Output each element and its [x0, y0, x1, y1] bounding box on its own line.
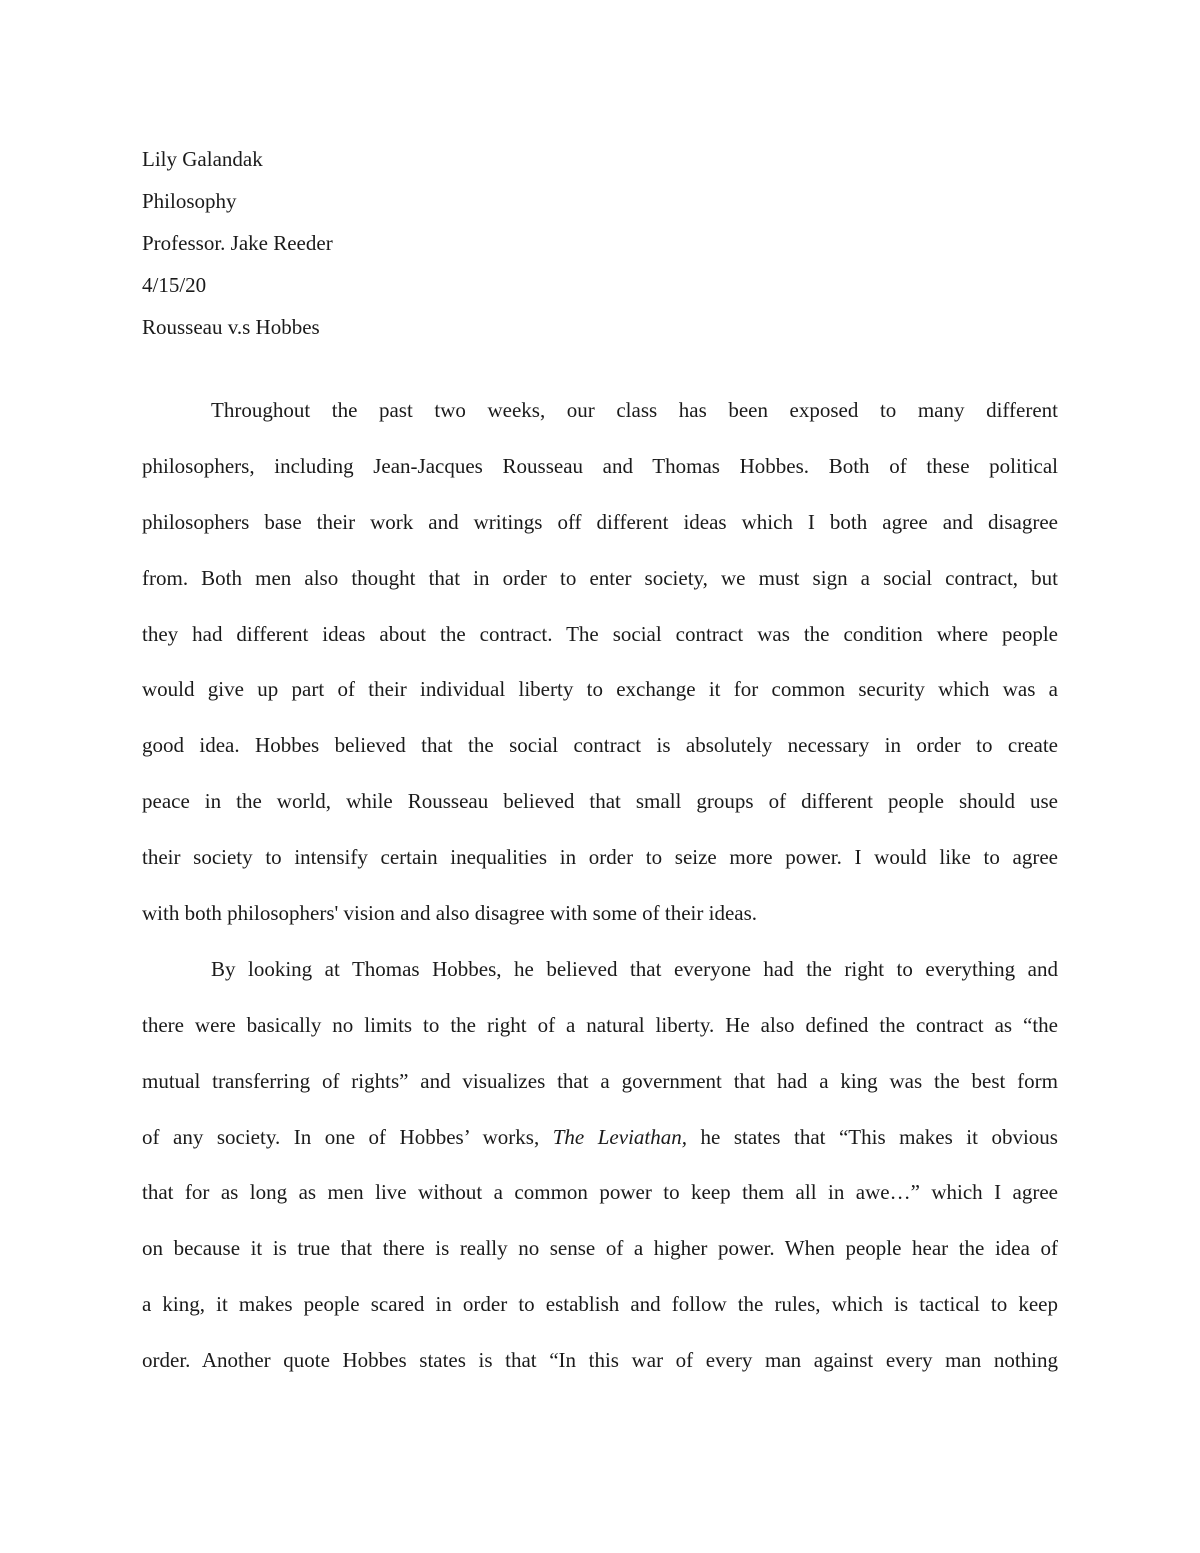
essay-line: there were basically no limits to the right of a natural liberty. He also defined the contract as “the: [142, 1012, 1058, 1037]
course-name: Philosophy: [142, 189, 237, 213]
essay-line: on because it is true that there is really no sense of a higher power. When people hear the idea of: [142, 1236, 1058, 1261]
essay-line: with both philosophers' vision and also disagree with some of their ideas.: [142, 901, 758, 926]
essay-line: philosophers base their work and writings off different ideas which I both agree and disagree: [142, 509, 1058, 534]
essay-line: philosophers, including Jean-Jacques Rousseau and Thomas Hobbes. Both of these political: [142, 453, 1058, 478]
essay-line: order. Another quote Hobbes states is that “In this war of every man against every man nothing: [142, 1348, 1058, 1373]
essay-line: mutual transferring of rights” and visualizes that a government that had a king was the best form: [142, 1068, 1058, 1093]
essay-line: they had different ideas about the contract. The social contract was the condition where people: [142, 621, 1058, 646]
essay-line-text: of any society. In one of Hobbes’ works,: [142, 1124, 553, 1149]
essay-line-text: he states that “This makes it obvious: [686, 1124, 1058, 1149]
essay-line: good idea. Hobbes believed that the social contract is absolutely necessary in order to create: [142, 733, 1058, 758]
essay-line: a king, it makes people scared in order to establish and follow the rules, which is tactical to keep: [142, 1292, 1058, 1317]
essay-line: peace in the world, while Rousseau believed that small groups of different people should use: [142, 789, 1058, 814]
document-title: Rousseau v.s Hobbes: [142, 315, 320, 339]
essay-line: that for as long as men live without a common power to keep them all in awe…” which I agree: [142, 1180, 1058, 1205]
work-title: The Leviathan,: [552, 1124, 687, 1149]
essay-line: their society to intensify certain inequalities in order to seize more power. I would like to agree: [142, 845, 1058, 870]
document-header: [142, 138, 1058, 348]
essay-line: would give up part of their individual liberty to exchange it for common security which was a: [142, 677, 1058, 702]
essay-line: Throughout the past two weeks, our class has been exposed to many different: [211, 398, 1058, 422]
professor-name: Professor. Jake Reeder: [142, 231, 333, 255]
essay-body: [142, 383, 1058, 1389]
document-date: 4/15/20: [142, 273, 207, 297]
essay-line: By looking at Thomas Hobbes, he believed that everyone had the right to everything and: [211, 956, 1058, 981]
essay-line: [142, 1110, 1058, 1166]
essay-line: from. Both men also thought that in order to enter society, we must sign a social contract, but: [142, 565, 1058, 590]
author-name: Lily Galandak: [142, 147, 263, 171]
